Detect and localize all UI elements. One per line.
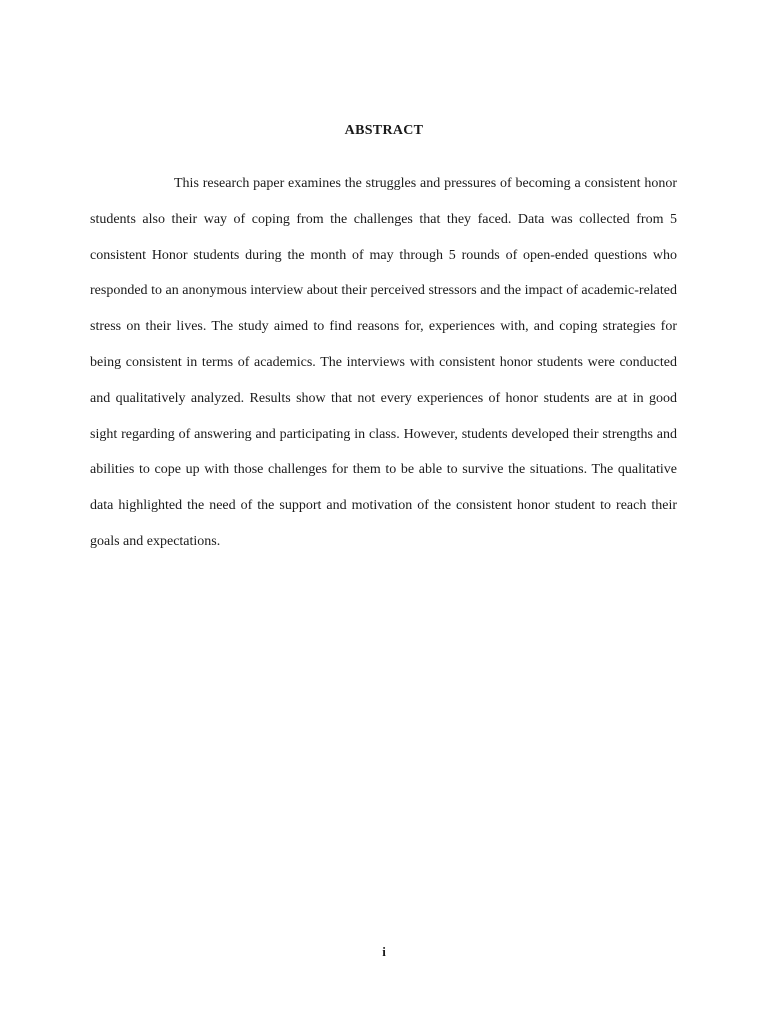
- page-number: i: [382, 944, 386, 959]
- abstract-paragraph: This research paper examines the struggles and pressures of becoming a consistent honor students also their way of coping from the challenges that they faced. Data was collected from 5 consistent Honor students during the month of may through 5 rounds of open-ended questions who responded to an anonymous interview about their perceived stressors and the impact of academic-related stress on their lives. The study aimed to find reasons for, experiences with, and coping strategies for being consistent in terms of academics. The interviews with consistent honor students were conducted and qualitatively analyzed. Results show that not every experiences of honor students are at in good sight regarding of answering and participating in class. However, students developed their strengths and abilities to cope up with those challenges for them to be able to survive the situations. The qualitative data highlighted the need of the support and motivation of the consistent honor student to reach their goals and expectations.: [90, 176, 677, 549]
- abstract-heading: ABSTRACT: [344, 123, 424, 138]
